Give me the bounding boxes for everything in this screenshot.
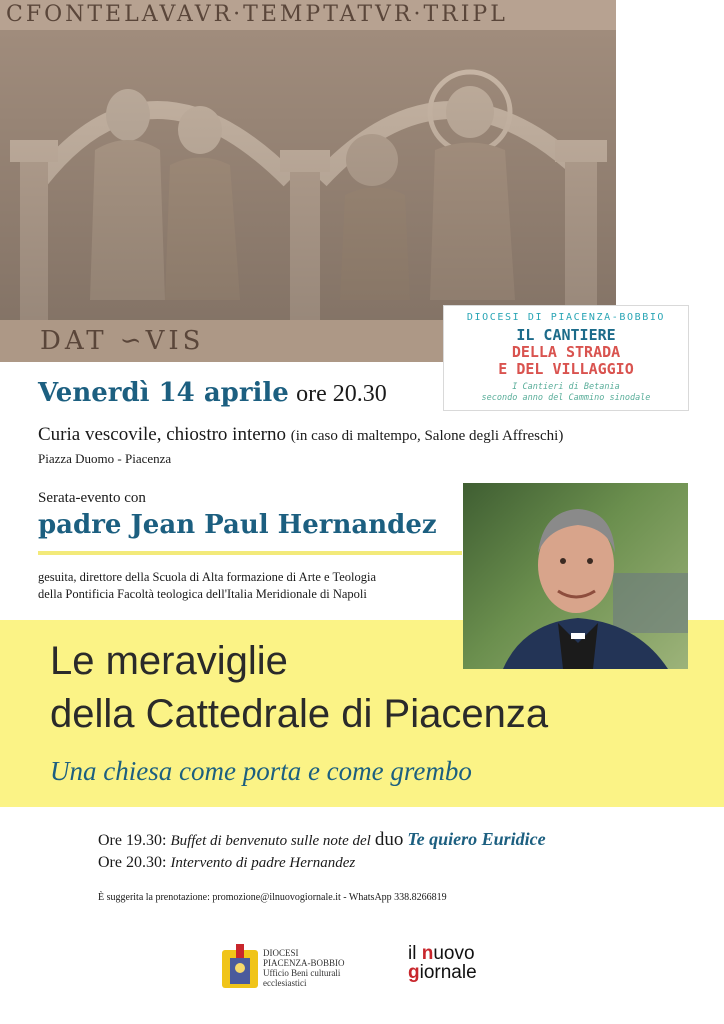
main-subtitle: Una chiesa come porta e come grembo	[50, 756, 472, 786]
event-address: Piazza Duomo - Piacenza	[38, 451, 172, 466]
event-date: Venerdì 14 aprile	[38, 378, 289, 408]
bottom-inscription: DAT ∽VIS	[0, 320, 616, 362]
cantiere-line2: DELLA STRADA	[511, 343, 621, 361]
portrait-drawing	[463, 483, 688, 669]
event-venue	[38, 424, 563, 446]
venue-note: (in caso di maltempo, Salone degli Affreschi)	[290, 428, 564, 444]
program-item1-text: Buffet di benvenuto sulle note del	[170, 833, 371, 849]
program-item1-duo: duo	[374, 829, 404, 850]
event-time: ore 20.30	[296, 381, 387, 407]
cantiere-sub2: secondo anno del Cammino sinodale	[481, 393, 651, 403]
diocese-logo-l4: ecclesiastici	[263, 978, 307, 988]
venue-name: Curia vescovile, chiostro interno	[38, 424, 286, 445]
event-date-line	[38, 376, 387, 409]
logo-uovo: uovo	[433, 943, 475, 964]
program-item1-name: Te quiero Euridice	[407, 829, 546, 849]
speaker-portrait	[463, 483, 688, 669]
logo-il: il	[408, 943, 422, 964]
il-nuovo-giornale-logo	[408, 944, 477, 982]
program-item-1	[98, 829, 546, 851]
diocese-logo-l3: Ufficio Beni culturali	[263, 968, 341, 978]
main-title-line1: Le meraviglie	[50, 639, 288, 683]
cantiere-sub1: I Cantieri di Betania	[512, 382, 620, 392]
diocese-logo-l2: PIACENZA-BOBBIO	[263, 958, 345, 968]
diocese-emblem-icon	[222, 942, 258, 988]
booking-info: È suggerita la prenotazione: promozione@ilnuovogiornale.it - WhatsApp 338.8266819	[98, 892, 447, 903]
cantiere-line3: E DEL VILLAGGIO	[498, 360, 634, 378]
logo-n: n	[421, 943, 434, 964]
diocese-label: DIOCESI DI PIACENZA-BOBBIO	[466, 312, 666, 323]
diocese-logo-text	[263, 948, 345, 988]
diocese-logo-l1: DIOCESI	[263, 948, 299, 958]
program-item-2	[98, 854, 355, 872]
cantiere-logo-box	[443, 305, 689, 411]
main-title-line2: della Cattedrale di Piacenza	[50, 692, 549, 736]
speaker-bio	[38, 569, 468, 603]
top-inscription: CFONTELAVAVR·TEMPTATVR·TRIPL	[0, 0, 616, 30]
cantiere-line1: IL CANTIERE	[516, 326, 616, 344]
speaker-name: padre Jean Paul Hernandez	[38, 510, 437, 540]
logo-iornale: iornale	[419, 962, 477, 983]
bio-line1: gesuita, direttore della Scuola di Alta formazione di Arte e Teologia	[38, 570, 377, 584]
program-item2-time: Ore 20.30:	[98, 854, 167, 871]
program-item2-text: Intervento di padre Hernandez	[170, 855, 356, 871]
bio-line2: della Pontificia Facoltà teologica dell'Italia Meridionale di Napoli	[38, 587, 367, 601]
program-item1-time: Ore 19.30:	[98, 832, 167, 849]
speaker-intro: Serata-evento con	[38, 490, 146, 506]
name-underline	[38, 551, 462, 555]
logo-g: g	[408, 962, 420, 983]
